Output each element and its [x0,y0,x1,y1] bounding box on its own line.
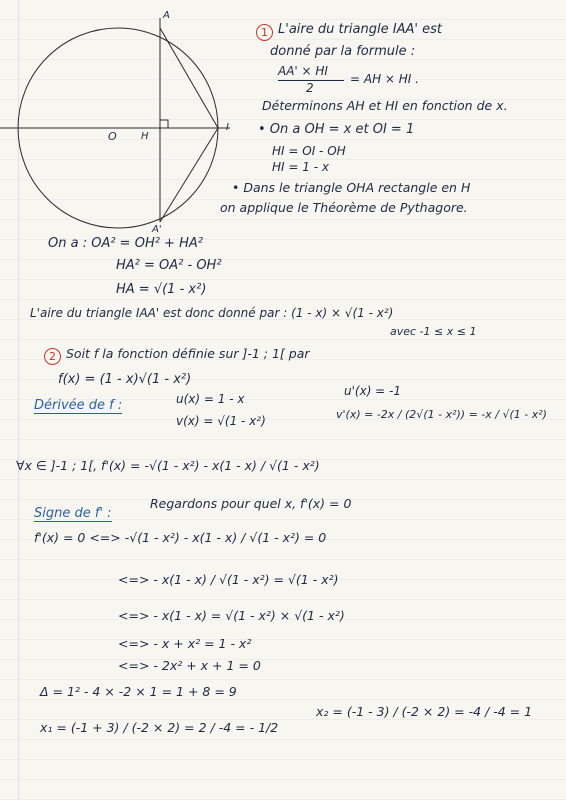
function-definition: f(x) = (1 - x)√(1 - x²) [58,372,192,387]
formula-rhs: = AH × HI . [350,72,419,86]
pythagore-eq-1: On a : OA² = OH² + HA² [48,236,203,251]
equation-step-4: <=> - x + x² = 1 - x² [118,636,252,651]
segment-a-prime-i [160,128,218,222]
label-o: O [108,130,117,143]
domain-condition: avec -1 ≤ x ≤ 1 [390,325,477,338]
function-intro: Soit f la fonction définie sur ]-1 ; 1[ par [66,346,310,361]
question-number-1: 1 [256,24,273,41]
regardons-line: Regardons pour quel x, f'(x) = 0 [150,496,352,511]
discriminant-line: Δ = 1² - 4 × -2 × 1 = 1 + 8 = 9 [40,684,237,699]
u-definition: u(x) = 1 - x [176,392,245,406]
pythagore-line: on applique le Théorème de Pythagore. [220,200,468,215]
part1-line1: L'aire du triangle IAA' est [278,22,442,37]
bullet-triangle: • Dans le triangle OHA rectangle en H [232,180,471,195]
label-a-prime: A' [152,224,162,235]
root-x1: x₁ = (-1 + 3) / (-2 × 2) = 2 / -4 = - 1/2 [40,720,279,735]
f-prime-expression: ∀x ∈ ]-1 ; 1[, f'(x) = -√(1 - x²) - x(1 - x) / √(1 - x²) [16,458,320,473]
label-a: A [163,10,170,21]
formula-denominator: 2 [306,81,314,95]
v-definition: v(x) = √(1 - x²) [176,414,266,428]
root-x2: x₂ = (-1 - 3) / (-2 × 2) = -4 / -4 = 1 [316,704,533,719]
determinons-line: Déterminons AH et HI en fonction de x. [262,98,508,113]
v-prime: v'(x) = -2x / (2√(1 - x²)) = -x / √(1 - x²) [336,408,547,421]
formula-numerator: AA' × HI [278,64,328,78]
u-prime: u'(x) = -1 [344,384,402,398]
signe-title: Signe de f' : [34,506,112,521]
segment-ai [160,28,218,128]
pythagore-eq-2: HA² = OA² - OH² [116,258,222,273]
equation-step-2: <=> - x(1 - x) / √(1 - x²) = √(1 - x²) [118,572,339,587]
aire-conclusion: L'aire du triangle IAA' est donc donné par : (1 - x) × √(1 - x²) [30,306,394,320]
question-number-2: 2 [44,348,61,365]
equation-step-3: <=> - x(1 - x) = √(1 - x²) × √(1 - x²) [118,608,345,623]
hi-equation-1: HI = OI - OH [272,144,346,158]
equation-step-1: f'(x) = 0 <=> -√(1 - x²) - x(1 - x) / √(1 - x²) = 0 [34,530,327,545]
equation-step-5: <=> - 2x² + x + 1 = 0 [118,658,261,673]
label-i: I [226,122,229,133]
derivee-title: Dérivée de f : [34,398,123,413]
pythagore-eq-3: HA = √(1 - x²) [116,282,207,297]
bullet-on-a: • On a OH = x et OI = 1 [258,122,415,137]
right-angle-marker [160,120,168,128]
hi-equation-2: HI = 1 - x [272,160,329,174]
part1-line2: donné par la formule : [270,44,416,59]
label-h: H [141,131,149,142]
